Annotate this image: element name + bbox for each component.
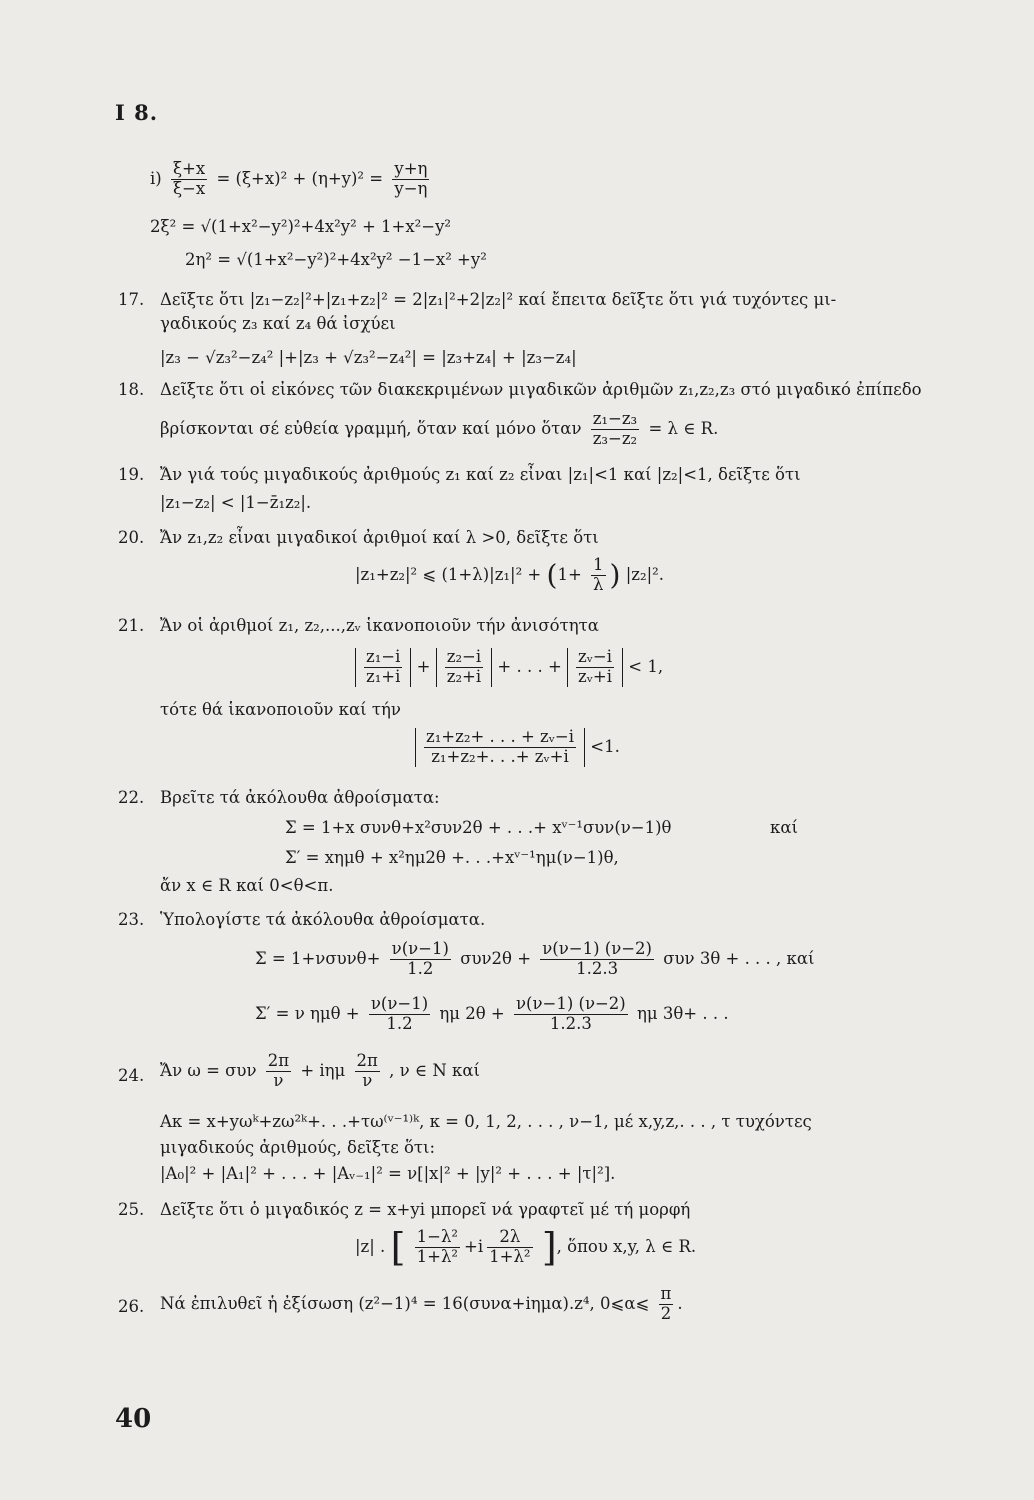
section-header: I 8. <box>115 100 159 125</box>
problem-number: 19. <box>118 465 145 484</box>
problem-21-line1: Ἄν οἱ ἀριθμοί z₁, z₂,...,zᵥ ἱκανοποιοῦν τήν ἀνισότητα <box>160 616 599 635</box>
fraction: $\frac{1}{\lambda}$ <box>593 555 604 594</box>
problem-number: 25. <box>118 1200 145 1219</box>
problem-24-line1: Ἄν ω = συν $\frac{2\pi}{\nu}$ + iημ $\frac{2\pi}{\nu}$ , ν ∈ N καί <box>160 1051 480 1090</box>
problem-number: 21. <box>118 616 145 635</box>
page-number: 40 <box>115 1404 152 1434</box>
problem-23-line1: Ὑπολογίστε τά ἀκόλουθα ἀθροίσματα. <box>160 910 486 929</box>
problem-17-line1: Δεῖξτε ὅτι |z₁−z₂|²+|z₁+z₂|² = 2|z₁|²+2|z₂|² καί ἔπειτα δεῖξτε ὅτι γιά τυχόντες μι- <box>160 290 837 309</box>
problem-22-line2: ἄν x ∈ R καί 0<θ<π. <box>160 876 334 895</box>
fraction: $\frac{y+\eta}{y-\eta}$ <box>394 159 428 198</box>
problem-24-line2: Aκ = x+yωᵏ+zω²ᵏ+. . .+τω⁽ᵛ⁻¹⁾ᵏ, κ = 0, 1, 2, . . . , ν−1, μέ x,y,z,. . . , τ τυχόντες <box>160 1112 812 1131</box>
problem-21-result: $\frac{\text{z₁+z₂+ . . . + zᵥ−i}}{\text{z₁+z₂+. . .+ zᵥ+i}}$ <1. <box>415 728 620 767</box>
problem-22-formula2: Σ′ = xημθ + x²ημ2θ +. . .+xᵛ⁻¹ημ(ν−1)θ, <box>285 848 619 867</box>
problem-number: 23. <box>118 910 145 929</box>
problem-18-line1: Δεῖξτε ὅτι οἱ εἰκόνες τῶν διακεκριμένων μιγαδικῶν ἀριθμῶν z₁,z₂,z₃ στό μιγαδικό ἐπίπεδο <box>160 380 922 399</box>
problem-20-line1: Ἄν z₁,z₂ εἶναι μιγαδικοί ἀριθμοί καί λ >0, δεῖξτε ὅτι <box>160 528 599 547</box>
problem-17-line2: γαδικούς z₃ καί z₄ θά ἰσχύει <box>160 314 396 333</box>
problem-19-line2: |z₁−z₂| < |1−z̄₁z₂|. <box>160 493 312 512</box>
problem-number: 22. <box>118 788 145 807</box>
problem-22-line1: Βρεῖτε τά ἀκόλουθα ἀθροίσματα: <box>160 788 440 807</box>
problem-21-inequality: $\frac{\text{z₁−i}}{\text{z₁+i}}$ + $\frac{\text{z₂−i}}{\text{z₂+i}}$ + . . . + $\frac{\text{zᵥ−i}}{\text{zᵥ+i}}$ < 1, <box>355 648 663 687</box>
problem-18-line2: βρίσκονται σέ εὐθεία γραμμή, ὅταν καί μόνο ὅταν $\frac{\text{z₁−z₃}}{\text{z₃−z₂}}$ = λ ∈ R. <box>160 409 719 448</box>
problem-21-line2: τότε θά ἱκανοποιοῦν καί τήν <box>160 700 401 719</box>
problem-17-formula: |z₃ − √z₃²−z₄² |+|z₃ + √z₃²−z₄²| = |z₃+z₄| + |z₃−z₄| <box>160 348 577 367</box>
problem-22-formula1-tail: καί <box>770 818 798 837</box>
fraction: $\frac{\xi+x}{\xi-x}$ <box>172 159 206 198</box>
problem-number: 17. <box>118 290 145 309</box>
problem-number: 18. <box>118 380 145 399</box>
problem-24-line4: |A₀|² + |A₁|² + . . . + |Aᵥ₋₁|² = ν[|x|² + |y|² + . . . + |τ|²]. <box>160 1164 616 1183</box>
problem-number: 24. <box>118 1066 145 1085</box>
problem-25-line1: Δεῖξτε ὅτι ὁ μιγαδικός z = x+yi μπορεῖ νά γραφτεῖ μέ τή μορφή <box>160 1200 691 1219</box>
problem-22-formula1: Σ = 1+x συνθ+x²συν2θ + . . .+ xᵛ⁻¹συν(ν−1)θ <box>285 818 672 837</box>
problem-23-sum2: Σ′ = ν ημθ + $\frac{\nu(\nu-1)}{1.2}$ ημ 2θ + $\frac{\nu(\nu-1) (\nu-2)}{1.2.3}$ ημ 3θ+ . . . <box>255 994 729 1033</box>
fraction: $\frac{\text{z₁−z₃}}{\text{z₃−z₂}}$ <box>592 409 638 448</box>
item-ii-line2: 2η² = √(1+x²−y²)²+4x²y² −1−x² +y² <box>185 250 487 269</box>
problem-25-formula: |z| . [ $\frac{\text{1−λ²}}{\text{1+λ²}}$ +i $\frac{2\lambda}{\text{1+λ²}}$ ], ὅπου x,y, λ ∈ R. <box>355 1225 697 1270</box>
problem-23-sum1: Σ = 1+νσυνθ+ $\frac{\nu(\nu-1)}{1.2}$ συν2θ + $\frac{\nu(\nu-1) (\nu-2)}{1.2.3}$ συν 3θ + . . . , καί <box>255 939 815 978</box>
problem-26-line1: Νά ἐπιλυθεῖ ἡ ἐξίσωση (z²−1)⁴ = 16(συνα+iημα).z⁴, 0⩽α⩽ $\frac{\pi}{2}$ . <box>160 1284 683 1323</box>
problem-number: 26. <box>118 1297 145 1316</box>
problem-24-line3: μιγαδικούς ἀριθμούς, δεῖξτε ὅτι: <box>160 1138 436 1157</box>
problem-19-line1: Ἄν γιά τούς μιγαδικούς ἀριθμούς z₁ καί z₂ εἶναι |z₁|<1 καί |z₂|<1, δεῖξτε ὅτι <box>160 465 801 484</box>
item-i: i) $\frac{\xi+x}{\xi-x}$ = (ξ+x)² + (η+y)² = $\frac{y+\eta}{y-\eta}$ <box>150 159 428 198</box>
problem-20-formula: |z₁+z₂|² ⩽ (1+λ)|z₁|² + (1+ $\frac{1}{\lambda}$ ) |z₂|². <box>355 555 665 594</box>
problem-number: 20. <box>118 528 145 547</box>
item-ii-line1: 2ξ² = √(1+x²−y²)²+4x²y² + 1+x²−y² <box>150 217 452 236</box>
